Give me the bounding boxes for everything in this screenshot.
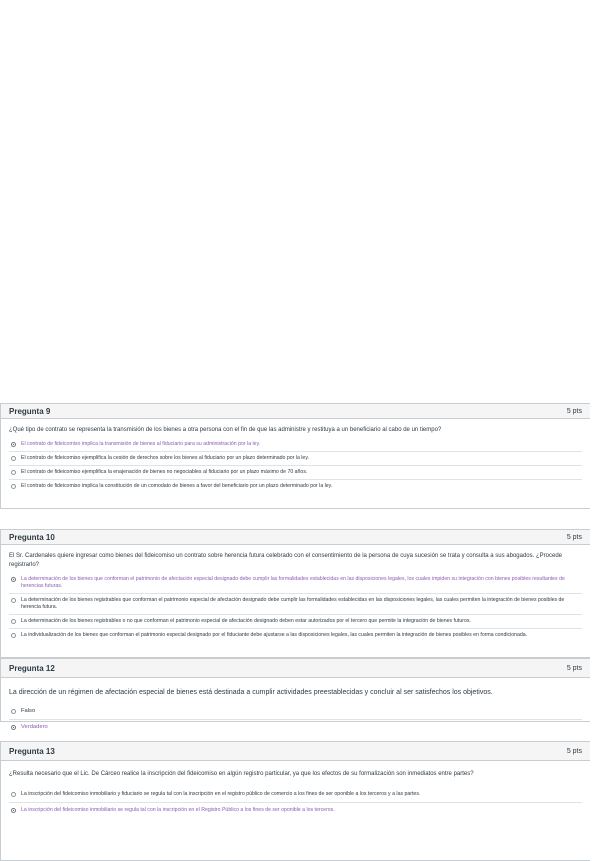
answer-label: La individualización de los bienes que conforman el patrimonio especial designado por el fiduciante debe ajustarse a las disposiciones legales, las cuales permiten la integración de bienes posibles en forma condicionada. (21, 632, 528, 638)
answer-list (1, 573, 590, 646)
answer-option[interactable] (9, 573, 582, 593)
question-header (1, 404, 590, 419)
question-title: Pregunta 13 (9, 746, 55, 756)
question-points: 5 pts (566, 407, 582, 415)
question-card-10 (0, 529, 590, 658)
answer-label: La determinación de los bienes que conforman el patrimonio de afectación especial designado debe cumplir las formalidades establecidas en las disposiciones legales, los cuales impiden su integración con bienes posibles resultantes de herencias futuras. (21, 576, 565, 589)
answer-label: La inscripción del fideicomiso inmobiliario y fiduciario se regula tal con la inscripción en el registro público de comercio a los fines de ser oponible a los terceros y a las partes. (21, 791, 421, 797)
answer-list (1, 438, 590, 497)
answer-label: Falso (21, 708, 36, 714)
radio-button[interactable] (11, 577, 16, 582)
radio-button[interactable] (11, 619, 16, 624)
answer-option[interactable] (9, 438, 582, 451)
radio-button[interactable] (11, 442, 16, 447)
answer-option[interactable] (9, 451, 582, 465)
answer-option[interactable] (9, 465, 582, 479)
question-title: Pregunta 9 (9, 406, 51, 416)
answer-option[interactable] (9, 719, 582, 735)
question-header (1, 659, 590, 678)
radio-button[interactable] (11, 484, 16, 489)
answer-option[interactable] (9, 479, 582, 493)
question-text: La dirección de un régimen de afectación especial de bienes está destinada a cumplir actividades preestablecidas y concluir al ser satisfechos los objetivos. (9, 689, 493, 696)
question-points: 5 pts (566, 664, 582, 672)
radio-button[interactable] (11, 470, 16, 475)
radio-button[interactable] (11, 792, 16, 797)
answer-option[interactable] (9, 802, 582, 818)
radio-button[interactable] (11, 709, 16, 714)
answer-list (1, 787, 590, 822)
radio-button[interactable] (11, 598, 16, 603)
answer-option[interactable] (9, 593, 582, 614)
question-text: ¿Qué tipo de contrato se representa la transmisión de los bienes a otra persona con el fin de que las administre y restituya a un beneficiario al cabo de un tiempo? (9, 427, 442, 433)
question-text: El Sr. Cardenales quiere ingresar como bienes del fideicomiso un contrato sobre herencia futura celebrado con el consentimiento de la persona de cuya sucesión se trata y consulta a sus abogados. ¿Procede registrarlo? (9, 553, 562, 568)
question-card-12 (0, 658, 590, 730)
radio-button[interactable] (11, 808, 16, 813)
question-text: ¿Resulta necesario que el Lic. De Cárceo realice la inscripción del fideicomiso en algún registro particular, ya que los efectos de su formalización son inmediatos entre partes? (9, 771, 474, 777)
answer-label: Verdadero (21, 724, 48, 730)
answer-label: La determinación de los bienes registrables o no que conforman el patrimonio especial de afectación designado deben estar autorizados por el tercero que permite la integración de bienes futuros. (21, 618, 471, 624)
question-card-13 (0, 741, 590, 861)
answer-label: El contrato de fideicomiso ejemplifica la cesión de derechos sobre los bienes al fiduciario por un plazo determinado por la ley. (21, 455, 309, 461)
answer-option[interactable] (9, 628, 582, 642)
radio-button[interactable] (11, 456, 16, 461)
radio-button[interactable] (11, 633, 16, 638)
answer-label: La determinación de los bienes registrables que conforman el patrimonio especial de afectación designado debe cumplir las formalidades establecidas en las disposiciones legales, las cuales permiten la integración de bienes posibles de herencia futura. (21, 597, 565, 610)
answer-label: El contrato de fideicomiso implica la constitución de un comodato de bienes a favor del beneficiario por un plazo determinado por la ley. (21, 483, 333, 489)
question-title: Pregunta 12 (9, 663, 55, 673)
answer-option[interactable] (9, 614, 582, 628)
answer-label: El contrato de fideicomiso implica la transmisión de bienes al fiduciario para su administración por la ley. (21, 441, 261, 447)
question-header (1, 530, 590, 545)
question-card-9 (0, 403, 590, 509)
question-title: Pregunta 10 (9, 532, 55, 542)
radio-button[interactable] (11, 725, 16, 730)
question-points: 5 pts (566, 747, 582, 755)
answer-option[interactable] (9, 704, 582, 719)
question-points: 5 pts (566, 533, 582, 541)
answer-option[interactable] (9, 787, 582, 802)
answer-list (1, 704, 590, 739)
question-header (1, 742, 590, 761)
answer-label: La inscripción del fideicomiso inmobiliario se regula tal con la inscripción en el Registro Público a los fines de ser oponible a los terceros. (21, 807, 335, 813)
answer-label: El contrato de fideicomiso ejemplifica la enajenación de bienes no negociables al fiduciario por un plazo máximo de 70 años. (21, 469, 308, 475)
